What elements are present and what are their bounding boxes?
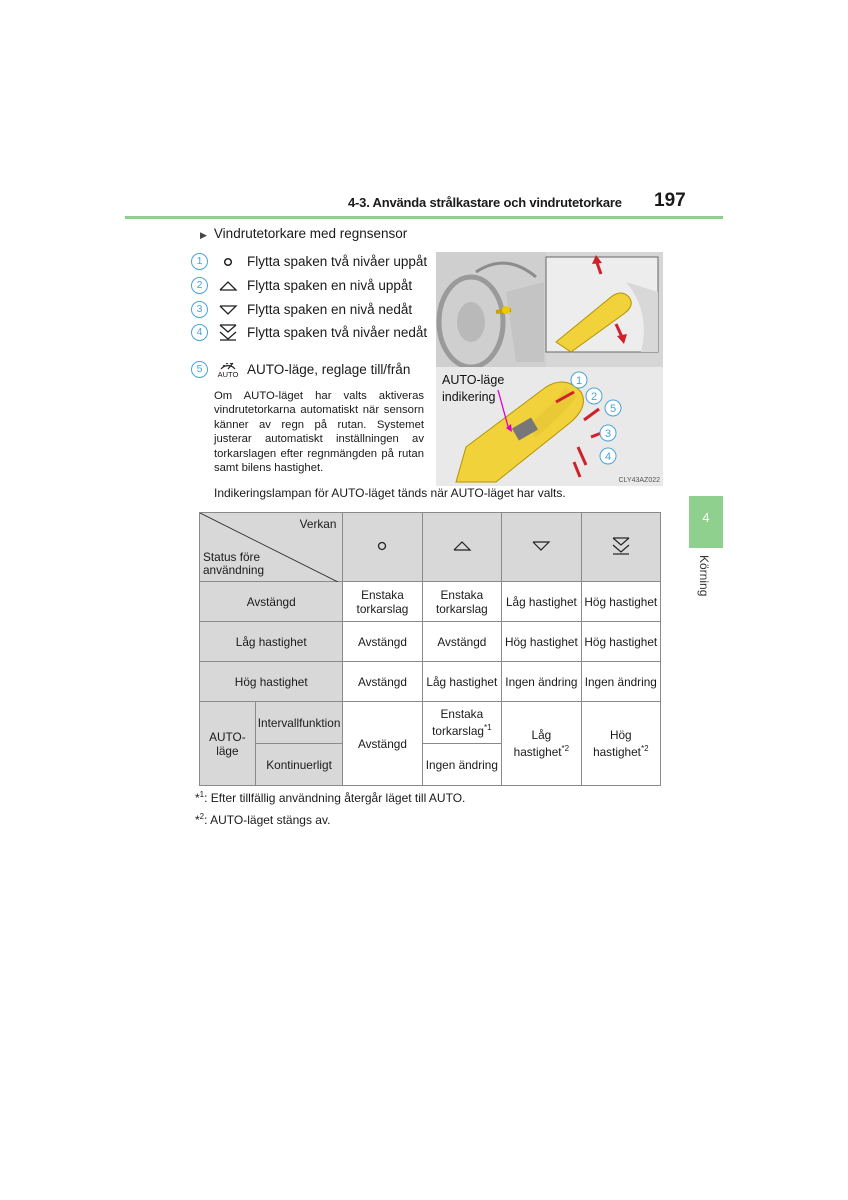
figure-code: CLY43AZ022 xyxy=(618,477,660,484)
column-header-double-down xyxy=(581,513,660,582)
table-cell: Avstängd xyxy=(343,662,422,702)
table-cell xyxy=(581,702,660,786)
header-rule xyxy=(125,216,723,219)
table-cell xyxy=(502,702,581,786)
section-title: 4-3. Använda strålkastare och vindrutetorkare xyxy=(348,195,622,210)
footnote-mark: * xyxy=(195,813,200,827)
wiper-lever-figure xyxy=(436,252,663,486)
callout-number: 1 xyxy=(191,253,208,270)
item-text: Flytta spaken två nivåer nedåt xyxy=(247,324,428,340)
footnote xyxy=(195,790,465,805)
table-cell: Låg hastighet xyxy=(502,582,581,622)
table-cell: Hög hastighet xyxy=(581,622,660,662)
cell-text: Enstaka torkarslag xyxy=(432,707,484,738)
table-row xyxy=(200,582,661,622)
chapter-label: Körning xyxy=(697,555,711,597)
table-row xyxy=(200,702,661,744)
section-heading-text: Vindrutetorkare med regnsensor xyxy=(213,226,408,241)
callout-number: 5 xyxy=(191,361,208,378)
auto-wiper-icon xyxy=(217,357,239,381)
table-corner-cell xyxy=(200,513,343,582)
section-heading xyxy=(200,226,407,241)
cell-text: Låg hastighet xyxy=(513,728,562,759)
footnote-mark: * xyxy=(195,791,200,805)
table-cell xyxy=(422,702,502,744)
cell-text: Hög hastighet xyxy=(593,728,641,759)
circle-icon xyxy=(375,539,389,553)
double-down-chevron-icon xyxy=(611,536,631,556)
table-cell: Avstängd xyxy=(422,622,502,662)
row-header: Avstängd xyxy=(200,582,343,622)
table-cell: Ingen ändring xyxy=(502,662,581,702)
column-header-down xyxy=(502,513,581,582)
table-cell: Hög hastighet xyxy=(502,622,581,662)
up-chevron-icon xyxy=(217,275,239,295)
table-cell: Avstängd xyxy=(343,622,422,662)
footnote-number: 2 xyxy=(199,812,205,821)
item-text: AUTO-läge, reglage till/från xyxy=(247,361,411,377)
figure-label: AUTO-läge xyxy=(442,373,505,387)
row-subheader: Kontinuerligt xyxy=(255,744,343,786)
item-text: Flytta spaken en nivå uppåt xyxy=(247,277,413,293)
figure-callout: 4 xyxy=(604,451,612,463)
footnote xyxy=(195,812,330,827)
table-cell: Enstaka torkarslag xyxy=(422,582,502,622)
row-subheader: Intervallfunktion xyxy=(255,702,343,744)
wiper-lever-illustration xyxy=(436,252,663,486)
corner-bottom-label: Status före användning xyxy=(203,550,265,577)
figure-callout: 1 xyxy=(575,375,583,387)
table-row xyxy=(200,622,661,662)
list-item xyxy=(191,251,427,271)
figure-callout: 3 xyxy=(604,428,612,440)
footnote-ref: *1 xyxy=(483,723,492,733)
row-header: Låg hastighet xyxy=(200,622,343,662)
down-chevron-icon xyxy=(531,540,551,552)
figure-callout: 2 xyxy=(590,391,598,403)
row-header: Hög hastighet xyxy=(200,662,343,702)
list-item xyxy=(191,299,412,319)
figure-label: indikering xyxy=(442,390,496,404)
footnote-ref: *2 xyxy=(561,744,570,754)
down-chevron-icon xyxy=(217,299,239,319)
callout-number: 3 xyxy=(191,301,208,318)
table-cell: Ingen ändring xyxy=(581,662,660,702)
indicator-note: Indikeringslampan för AUTO-läget tänds när AUTO-läget har valts. xyxy=(214,486,566,500)
table-cell: Låg hastighet xyxy=(422,662,502,702)
column-header-up xyxy=(422,513,502,582)
page-number: 197 xyxy=(654,190,686,211)
corner-top-label: Verkan xyxy=(299,517,337,531)
table-cell: Enstaka torkarslag xyxy=(343,582,422,622)
up-chevron-icon xyxy=(452,540,472,552)
table-cell: Hög hastighet xyxy=(581,582,660,622)
triangle-bullet-icon: ▶ xyxy=(200,230,207,240)
footnote-text: : Efter tillfällig användning återgår läget till AUTO. xyxy=(204,791,466,805)
callout-number: 4 xyxy=(191,324,208,341)
table-cell: Ingen ändring xyxy=(422,744,502,786)
list-item xyxy=(191,322,427,342)
item-text: Flytta spaken en nivå nedåt xyxy=(247,301,413,317)
wiper-operation-table xyxy=(199,512,661,786)
chapter-tab: 4 xyxy=(689,496,723,548)
figure-callout: 5 xyxy=(609,403,617,415)
description-paragraph: Om AUTO-läget har valts aktiveras vindrutetorkarna automatiskt när sensorn känner av regn på rutan. Systemet justerar automatiskt inställningen av torkarslagen efter regnmängden på rutan samt bilens hastighet. xyxy=(214,390,424,475)
list-item xyxy=(191,357,410,381)
row-header: AUTO-läge xyxy=(200,702,256,786)
callout-number: 2 xyxy=(191,277,208,294)
footnote-number: 1 xyxy=(199,790,205,799)
auto-icon-label: AUTO xyxy=(217,369,239,379)
table-cell: Avstängd xyxy=(343,702,422,786)
double-down-chevron-icon xyxy=(217,322,239,342)
list-item xyxy=(191,275,412,295)
item-text: Flytta spaken två nivåer uppåt xyxy=(247,253,428,269)
footnote-ref: *2 xyxy=(640,744,649,754)
footnote-text: : AUTO-läget stängs av. xyxy=(204,813,331,827)
circle-icon xyxy=(217,251,239,271)
table-row xyxy=(200,662,661,702)
column-header-circle xyxy=(343,513,422,582)
